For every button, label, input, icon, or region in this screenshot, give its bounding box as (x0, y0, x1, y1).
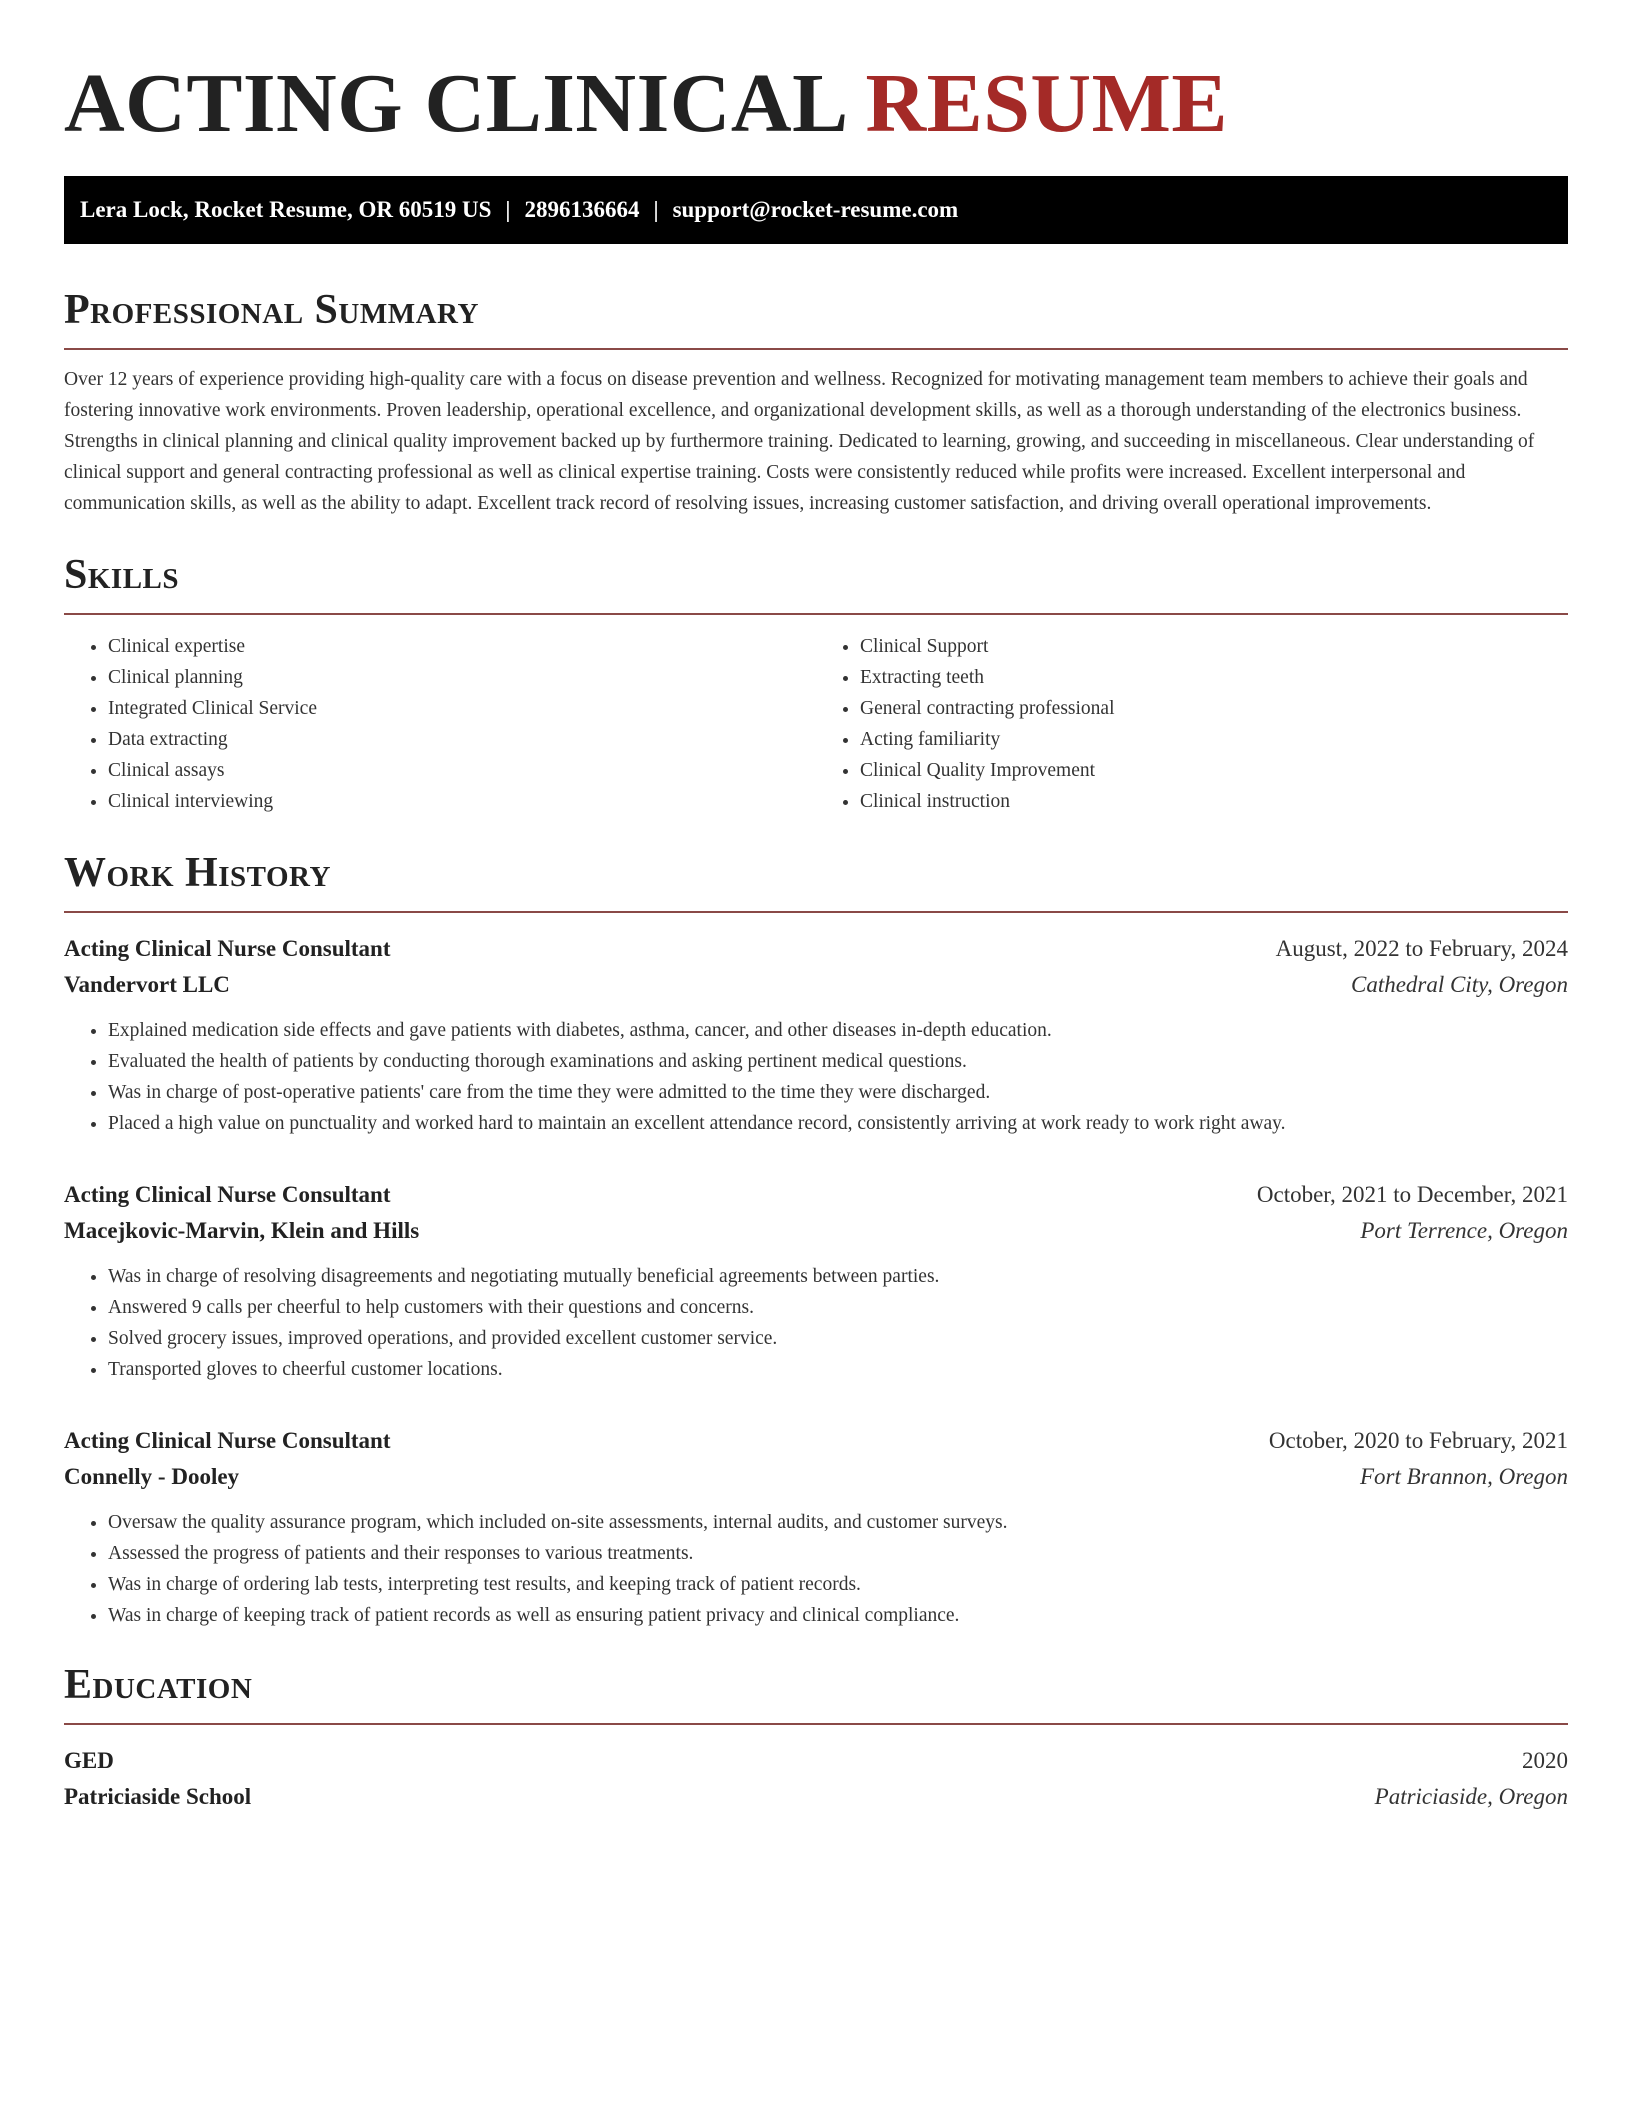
job-bullet: • Assessed the progress of patients and their responses to various treatments. (108, 1538, 1568, 1569)
education-year: 2020 (1522, 1748, 1568, 1773)
education-school-row (64, 1779, 1568, 1815)
job-bullet: • Evaluated the health of patients by conducting thorough examinations and asking pertinent medical questions. (108, 1046, 1568, 1077)
skills-section (64, 549, 1568, 817)
work-history-section (64, 847, 1568, 1631)
job-title: Acting Clinical Nurse Consultant (64, 1182, 391, 1207)
skills-heading: Skills (64, 552, 180, 598)
skill-item: • General contracting professional (860, 693, 1568, 724)
education-school: Patriciaside School (64, 1784, 252, 1809)
title-accent: RESUME (865, 57, 1228, 150)
contact-address: Lera Lock, Rocket Resume, OR 60519 US (80, 197, 492, 222)
education-degree-row (64, 1743, 1568, 1779)
job-company: Macejkovic-Marvin, Klein and Hills (64, 1218, 420, 1243)
job-title: Acting Clinical Nurse Consultant (64, 936, 391, 961)
job-entry (64, 931, 1568, 1139)
skill-item: • Data extracting (108, 724, 816, 755)
job-bullets (64, 1015, 1568, 1139)
job-dates: August, 2022 to February, 2024 (1275, 936, 1568, 961)
job-location: Fort Brannon, Oregon (1359, 1464, 1568, 1489)
job-bullet: • Oversaw the quality assurance program, which included on-site assessments, internal audits, and customer surveys. (108, 1507, 1568, 1538)
job-location: Cathedral City, Oregon (1350, 972, 1568, 997)
job-header-row (64, 1423, 1568, 1459)
job-dates: October, 2020 to February, 2021 (1268, 1428, 1568, 1453)
education-location: Patriciaside, Oregon (1374, 1784, 1568, 1809)
contact-separator: | (505, 197, 511, 222)
contact-bar (64, 176, 1568, 244)
job-bullet: • Transported gloves to cheerful customer locations. (108, 1354, 1568, 1385)
section-divider (64, 613, 1568, 615)
skills-list-right (816, 631, 1568, 817)
job-location: Port Terrence, Oregon (1360, 1218, 1568, 1243)
job-bullet: • Answered 9 calls per cheerful to help customers with their questions and concerns. (108, 1292, 1568, 1323)
job-company-row (64, 1459, 1568, 1495)
skills-grid (64, 631, 1568, 817)
title-main: ACTING CLINICAL (64, 57, 844, 150)
skill-item: • Clinical planning (108, 662, 816, 693)
summary-heading: Professional Summary (64, 287, 479, 333)
work-history-heading: Work History (64, 850, 331, 896)
job-bullets (64, 1261, 1568, 1385)
contact-phone: 2896136664 (524, 197, 640, 222)
summary-text: Over 12 years of experience providing high-quality care with a focus on disease prevention and wellness. Recognized for motivating management team members to achieve their goals and fostering innovative work environments. Proven leadership, operational excellence, and organizational development skills, as well as a thorough understanding of the electronics business. Strengths in clinical planning and clinical quality improvement backed up by furthermore training. Dedicated to learning, growing, and succeeding in miscellaneous. Clear understanding of clinical support and general contracting professional as well as clinical expertise training. Costs were consistently reduced while profits were increased. Excellent interpersonal and communication skills, as well as the ability to adapt. Excellent track record of resolving issues, increasing customer satisfaction, and driving overall operational improvements. (64, 369, 1535, 514)
job-company: Connelly - Dooley (64, 1464, 240, 1489)
skill-item: • Clinical expertise (108, 631, 816, 662)
job-bullet: • Solved grocery issues, improved operations, and provided excellent customer service. (108, 1323, 1568, 1354)
job-bullets (64, 1507, 1568, 1631)
job-bullet: • Was in charge of keeping track of patient records as well as ensuring patient privacy and clinical compliance. (108, 1600, 1568, 1631)
contact-email: support@rocket-resume.com (672, 197, 959, 222)
skill-item: • Clinical Quality Improvement (860, 755, 1568, 786)
skill-item: • Acting familiarity (860, 724, 1568, 755)
education-heading: Education (64, 1662, 253, 1708)
skill-item: • Integrated Clinical Service (108, 693, 816, 724)
skill-item: • Extracting teeth (860, 662, 1568, 693)
resume-title (64, 54, 1568, 154)
job-company-row (64, 967, 1568, 1003)
job-bullet: • Was in charge of ordering lab tests, interpreting test results, and keeping track of patient records. (108, 1569, 1568, 1600)
job-company-row (64, 1213, 1568, 1249)
education-entry (64, 1743, 1568, 1815)
contact-separator: | (653, 197, 659, 222)
skill-item: • Clinical interviewing (108, 786, 816, 817)
job-title: Acting Clinical Nurse Consultant (64, 1428, 391, 1453)
skill-item: • Clinical Support (860, 631, 1568, 662)
job-bullet: • Placed a high value on punctuality and worked hard to maintain an excellent attendance record, consistently arriving at work ready to work right away. (108, 1108, 1568, 1139)
skill-item: • Clinical instruction (860, 786, 1568, 817)
skill-item: • Clinical assays (108, 755, 816, 786)
job-entry (64, 1177, 1568, 1385)
job-header-row (64, 931, 1568, 967)
job-header-row (64, 1177, 1568, 1213)
job-bullet: • Was in charge of post-operative patients' care from the time they were admitted to the time they were discharged. (108, 1077, 1568, 1108)
job-bullet: • Explained medication side effects and gave patients with diabetes, asthma, cancer, and other diseases in-depth education. (108, 1015, 1568, 1046)
section-divider (64, 1723, 1568, 1725)
job-company: Vandervort LLC (64, 972, 230, 997)
job-dates: October, 2021 to December, 2021 (1256, 1182, 1568, 1207)
summary-section (64, 284, 1568, 519)
job-entry (64, 1423, 1568, 1631)
section-divider (64, 911, 1568, 913)
section-divider (64, 348, 1568, 350)
job-bullet: • Was in charge of resolving disagreements and negotiating mutually beneficial agreements between parties. (108, 1261, 1568, 1292)
skills-list-left (64, 631, 816, 817)
education-degree: GED (64, 1748, 114, 1773)
education-section (64, 1659, 1568, 1815)
